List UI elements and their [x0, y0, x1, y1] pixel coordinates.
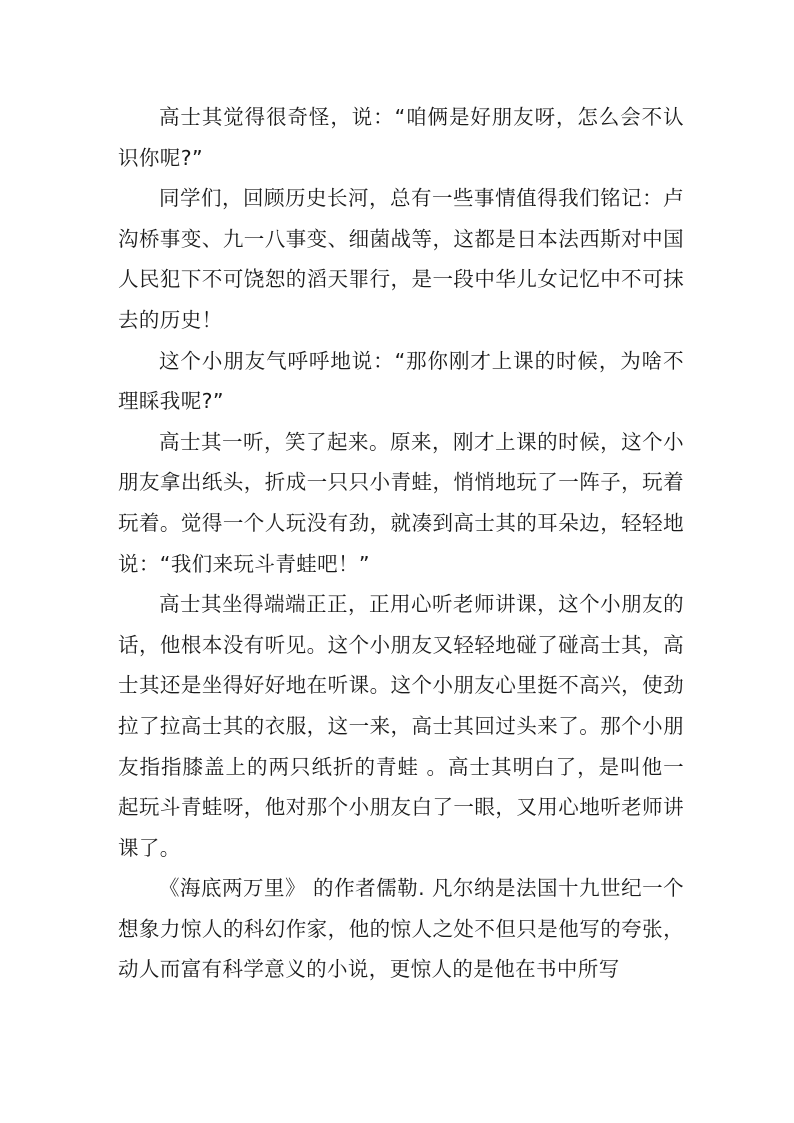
- paragraph-4: 高士其一听，笑了起来。原来，刚才上课的时候，这个小朋友拿出纸头，折成一只只小青蛙，悄悄地玩了一阵子，玩着玩着。觉得一个人玩没有劲，就凑到高士其的耳朵边，轻轻地说：“我们来玩斗青蛙吧！”: [118, 429, 684, 576]
- paragraph-2: 同学们，回顾历史长河，总有一些事情值得我们铭记：卢沟桥事变、九一八事变、细菌战等，这都是日本法西斯对中国人民犯下不可饶恕的滔天罪行，是一段中华儿女记忆中不可抹去的历史！: [118, 186, 684, 332]
- paragraph-3: 这个小朋友气呼呼地说：“那你刚才上课的时候，为啥不理睬我呢?”: [118, 348, 684, 414]
- paragraph-6: 《海底两万里》 的作者儒勒. 凡尔纳是法国十九世纪一个想象力惊人的科幻作家，他的惊人之处不但只是他写的夸张，动人而富有科学意义的小说，更惊人的是他在书中所写: [118, 876, 684, 982]
- paragraph-5: 高士其坐得端端正正，正用心听老师讲课，这个小朋友的话，他根本没有听见。这个小朋友又轻轻地碰了碰高士其，高士其还是坐得好好地在听课。这个小朋友心里挺不高兴，使劲拉了拉高士其的衣服，这一来，高士其回过头来了。那个小朋友指指膝盖上的两只纸折的青蛙 。高士其明白了，是叫他一起玩斗青蛙呀，他对那个小朋友白了一眼，又用心地听老师讲课了。: [118, 592, 684, 860]
- document-body: [118, 97, 684, 990]
- paragraph-1: 高士其觉得很奇怪，说：“咱俩是好朋友呀，怎么会不认识你呢?”: [118, 105, 684, 170]
